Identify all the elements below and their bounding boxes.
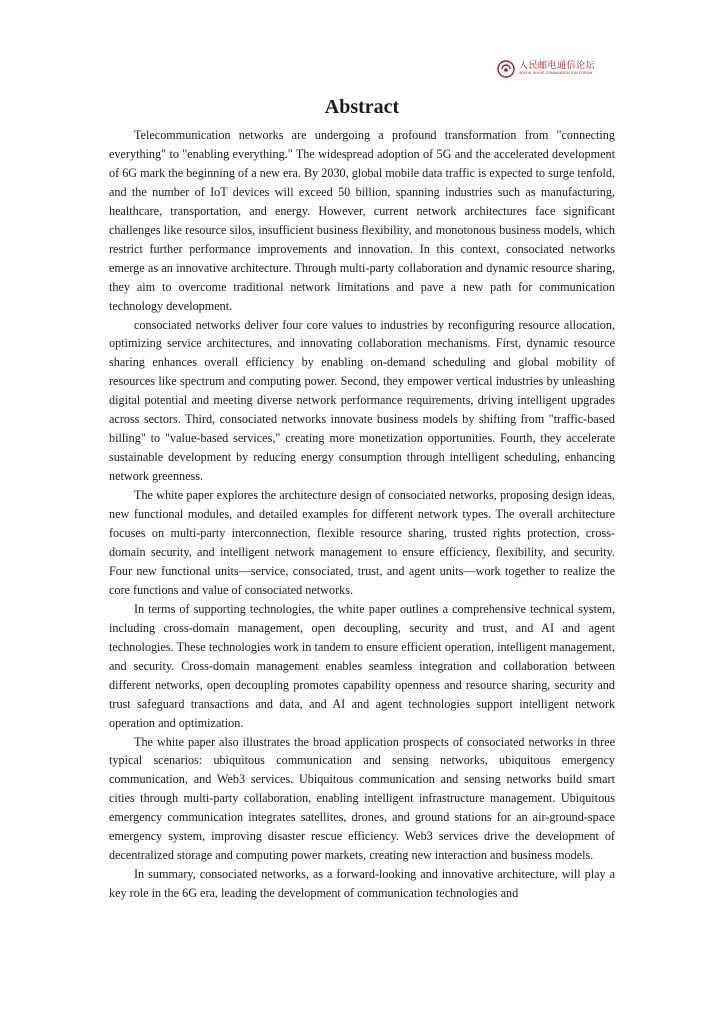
paragraph: In summary, consociated networks, as a forward-looking and innovative architecture, will play a key role in the 6G era, leading the development of communication technologies and: [109, 867, 615, 901]
abstract-body: [109, 126, 615, 903]
logo-english-text: WUXIN SHIJIE COMMUNICATION FORUM: [519, 71, 593, 76]
publisher-emblem-icon: [497, 60, 515, 78]
paragraph: The white paper explores the architecture design of consociated networks, proposing design ideas, new functional modules, and detailed examples for different network types. The overall architecture focuses on multi-party interconnection, flexible resource sharing, trusted rights protection, cross-domain security, and intelligent network management to ensure efficiency, flexibility, and security. Four new functional units—service, consociated, trust, and agent units—work together to realize the core functions and value of consociated networks.: [109, 488, 615, 597]
paragraph: consociated networks deliver four core values to industries by reconfiguring resource allocation, optimizing service architectures, and innovating collaboration mechanisms. First, dynamic resource sharing enhances overall efficiency by enabling on-demand scheduling and global mobility of resources like spectrum and computing power. Second, they empower vertical industries by unleashing digital potential and meeting diverse network performance requirements, driving intelligent upgrades across sectors. Third, consociated networks innovate business models by shifting from "traffic-based billing" to "value-based services," creating more monetization opportunities. Fourth, they accelerate sustainable development by reducing energy consumption through intelligent scheduling, enhancing network greenness.: [109, 317, 615, 484]
page-title: Abstract: [324, 96, 400, 118]
publisher-logo: [497, 60, 595, 78]
paragraph: The white paper also illustrates the broad application prospects of consociated networks in three typical scenarios: ubiquitous communication and sensing networks, ubiquitous emergency communication, and Web3 services. Ubiquitous communication and sensing networks build smart cities through multi-party collaboration, enabling intelligent infrastructure management. Ubiquitous emergency communication integrates satellites, drones, and ground stations for an air-ground-space emergency system, improving disaster rescue efficiency. Web3 services drive the development of decentralized storage and computing power markets, creating new interaction and business models.: [109, 734, 615, 863]
paragraph: Telecommunication networks are undergoing a profound transformation from "connecting everything" to "enabling everything." The widespread adoption of 5G and the accelerated development of 6G mark the beginning of a new era. By 2030, global mobile data traffic is expected to surge tenfold, and the number of IoT devices will exceed 50 billion, spanning industries such as manufacturing, healthcare, transportation, and energy. However, current network architectures face significant challenges like resource silos, insufficient business flexibility, and monotonous business models, which restrict further performance improvements and innovation. In this context, consociated networks emerge as an innovative architecture. Through multi-party collaboration and dynamic resource sharing, they aim to overcome traditional network limitations and pave a new path for communication technology development.: [109, 128, 615, 313]
paragraph: In terms of supporting technologies, the white paper outlines a comprehensive technical system, including cross-domain management, open decoupling, security and trust, and AI and agent technologies. These technologies work in tandem to ensure efficient operation, intelligent management, and security. Cross-domain management enables seamless integration and collaboration between different networks, open decoupling promotes capability openness and resource sharing, security and trust safeguard transactions and data, and AI and agent technologies support intelligent network operation and optimization.: [109, 601, 615, 730]
logo-chinese-text: 人民邮电通信论坛: [519, 61, 596, 72]
